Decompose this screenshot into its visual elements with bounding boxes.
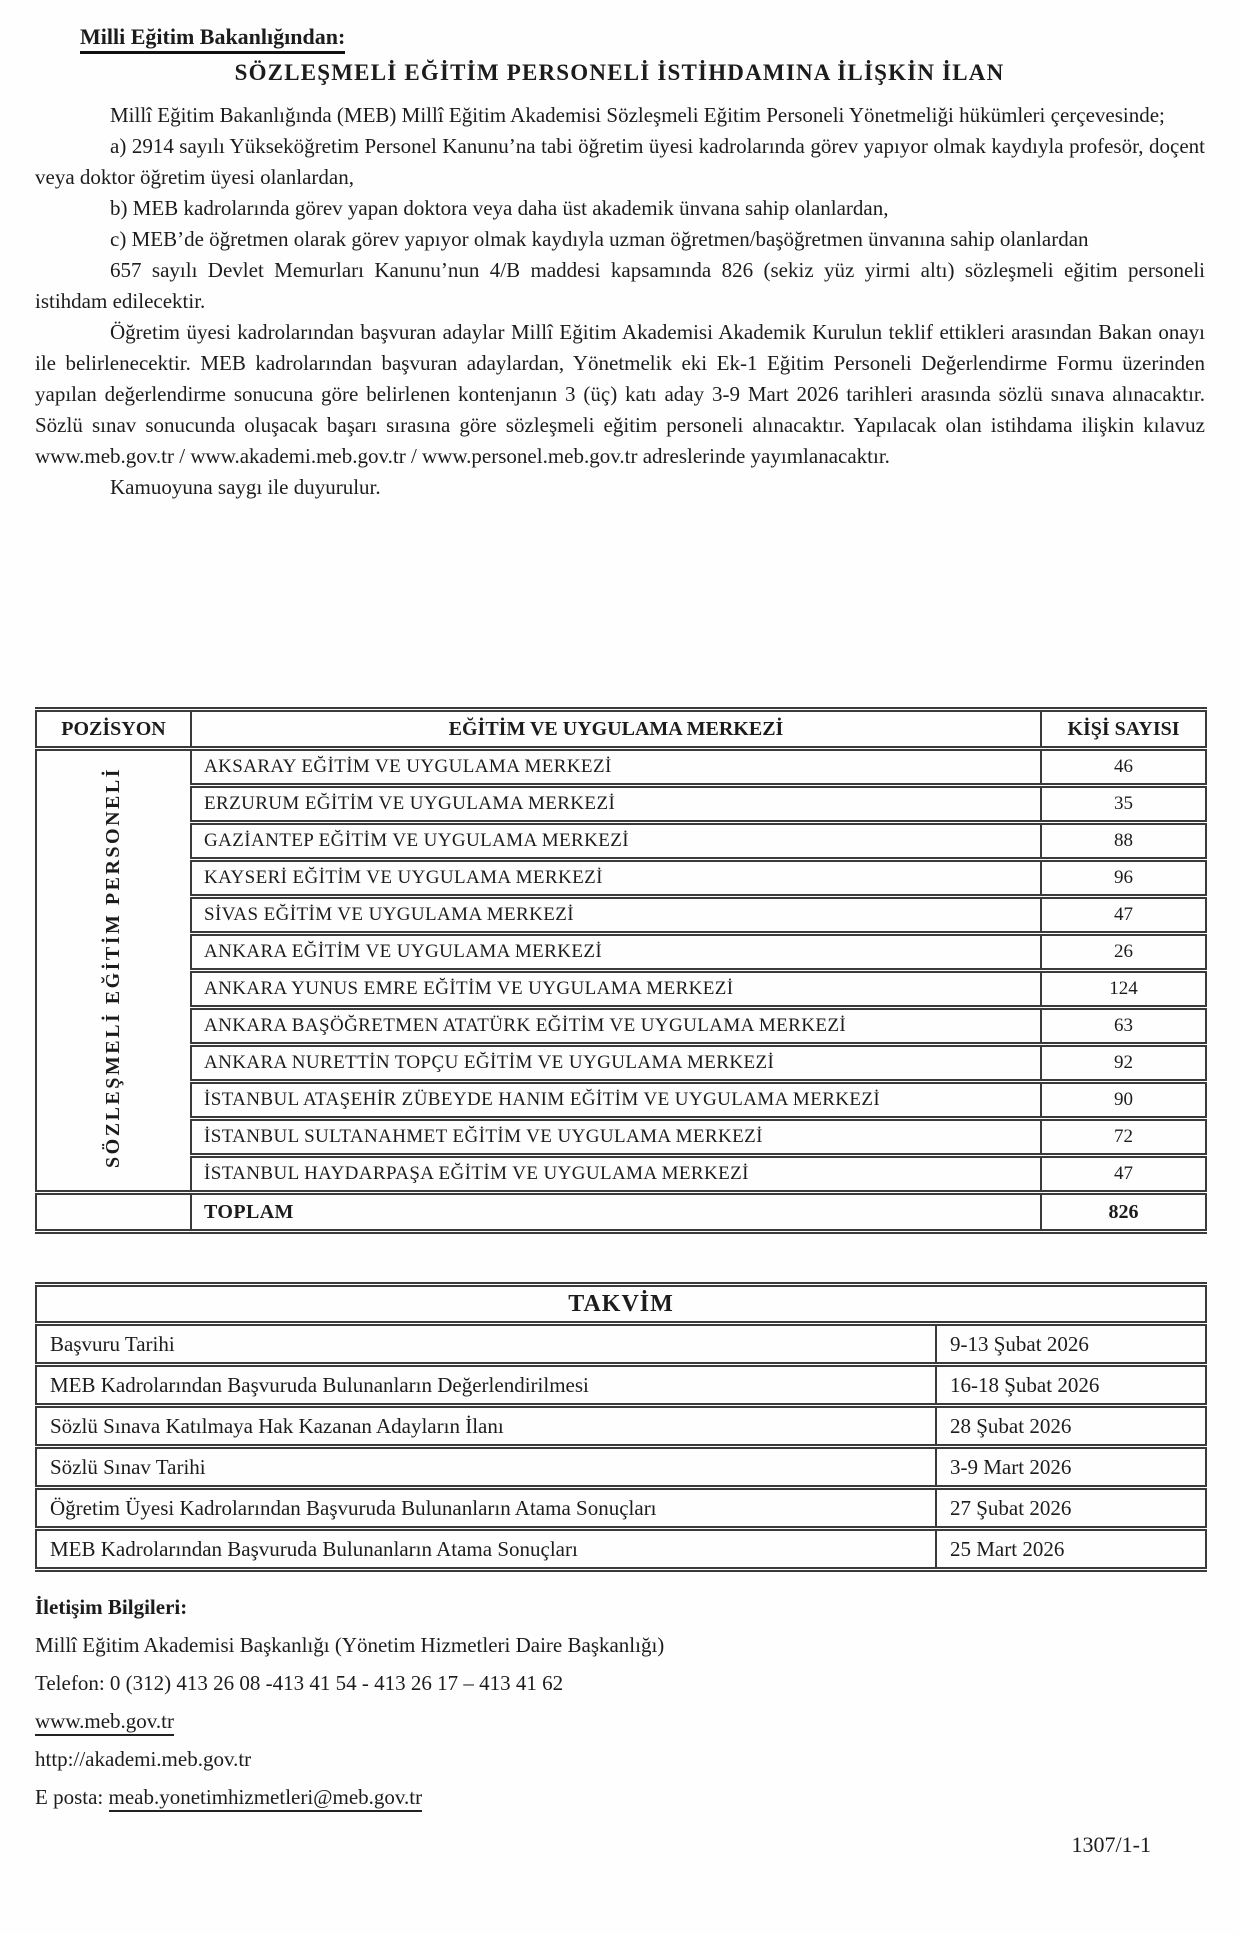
- count-value: 46: [1041, 749, 1206, 786]
- gazette-reference-number: 1307/1-1: [1071, 1832, 1151, 1857]
- calendar-row: [36, 1406, 1206, 1447]
- email-label: E posta:: [35, 1785, 109, 1809]
- contact-block: [35, 1588, 1205, 1816]
- center-name: İSTANBUL HAYDARPAŞA EĞİTİM VE UYGULAMA MERKEZİ: [191, 1156, 1041, 1193]
- count-value: 47: [1041, 897, 1206, 934]
- contact-organization: Millî Eğitim Akademisi Başkanlığı (Yönetim Hizmetleri Daire Başkanlığı): [35, 1633, 665, 1657]
- table-row: [36, 786, 1206, 823]
- table-row: [36, 1008, 1206, 1045]
- center-name: GAZİANTEP EĞİTİM VE UYGULAMA MERKEZİ: [191, 823, 1041, 860]
- count-value: 92: [1041, 1045, 1206, 1082]
- position-label-cell: [36, 749, 191, 1193]
- body-paragraph: Öğretim üyesi kadrolarından başvuran adaylar Millî Eğitim Akademisi Akademik Kurulun teklif ettikleri arasından Bakan onayı ile belirlenecektir. MEB kadrolarından başvuran adaylardan, Yönetmelik eki Ek-1 Eğitim Personeli Değerlendirme Formu üzerinden yapılan değerlendirme sonucuna göre belirlenen kontenjanın 3 (üç) katı aday 3-9 Mart 2026 tarihleri arasında sözlü sınava alınacaktır. Sözlü sınav sonucunda oluşacak başarı sırasına göre sözleşmeli eğitim personeli alınacaktır. Yapılacak olan istihdama ilişkin kılavuz www.meb.gov.tr / www.akademi.meb.gov.tr / www.personel.meb.gov.tr adreslerinde yayımlanacaktır.: [35, 320, 1205, 468]
- contact-heading: İletişim Bilgileri:: [35, 1595, 188, 1619]
- center-name: ANKARA BAŞÖĞRETMEN ATATÜRK EĞİTİM VE UYGULAMA MERKEZİ: [191, 1008, 1041, 1045]
- body-paragraph: Kamuoyuna saygı ile duyurulur.: [110, 475, 381, 499]
- column-header-center: EĞİTİM VE UYGULAMA MERKEZİ: [191, 710, 1041, 749]
- calendar-event-date: 28 Şubat 2026: [936, 1406, 1206, 1447]
- center-name: ANKARA EĞİTİM VE UYGULAMA MERKEZİ: [191, 934, 1041, 971]
- calendar-event-date: 25 Mart 2026: [936, 1529, 1206, 1570]
- position-vertical-label: SÖZLEŞMELİ EĞİTİM PERSONELİ: [102, 767, 124, 1168]
- table-row: [36, 1082, 1206, 1119]
- body-paragraph: a) 2914 sayılı Yükseköğretim Personel Kanunu’na tabi öğretim üyesi kadrolarında görev yapıyor olmak kaydıyla profesör, doçent veya doktor öğretim üyesi olanlardan,: [35, 134, 1205, 189]
- count-value: 72: [1041, 1119, 1206, 1156]
- center-name: SİVAS EĞİTİM VE UYGULAMA MERKEZİ: [191, 897, 1041, 934]
- positions-tbody: [36, 749, 1206, 1193]
- center-name: İSTANBUL ATAŞEHİR ZÜBEYDE HANIM EĞİTİM VE UYGULAMA MERKEZİ: [191, 1082, 1041, 1119]
- email-link[interactable]: meab.yonetimhizmetleri@meb.gov.tr: [109, 1785, 423, 1812]
- website-link-meb[interactable]: www.meb.gov.tr: [35, 1709, 174, 1736]
- calendar-event-label: Öğretim Üyesi Kadrolarından Başvuruda Bulunanların Atama Sonuçları: [36, 1488, 936, 1529]
- body-paragraph: b) MEB kadrolarında görev yapan doktora veya daha üst akademik ünvana sahip olanlardan,: [110, 196, 889, 220]
- positions-header-row: [36, 710, 1206, 749]
- count-value: 47: [1041, 1156, 1206, 1193]
- contact-phone: Telefon: 0 (312) 413 26 08 -413 41 54 - 413 26 17 – 413 41 62: [35, 1671, 564, 1695]
- center-name: İSTANBUL SULTANAHMET EĞİTİM VE UYGULAMA MERKEZİ: [191, 1119, 1041, 1156]
- column-header-count: KİŞİ SAYISI: [1041, 710, 1206, 749]
- count-value: 88: [1041, 823, 1206, 860]
- body-paragraphs: [35, 100, 1205, 503]
- page-title: SÖZLEŞMELİ EĞİTİM PERSONELİ İSTİHDAMINA İLİŞKİN İLAN: [234, 60, 1005, 85]
- calendar-table: [35, 1282, 1207, 1572]
- issuing-authority-text: Milli Eğitim Bakanlığından:: [80, 24, 345, 54]
- calendar-row: [36, 1488, 1206, 1529]
- calendar-event-date: 16-18 Şubat 2026: [936, 1365, 1206, 1406]
- table-row: [36, 971, 1206, 1008]
- count-value: 124: [1041, 971, 1206, 1008]
- center-name: AKSARAY EĞİTİM VE UYGULAMA MERKEZİ: [191, 749, 1041, 786]
- calendar-tbody: [36, 1324, 1206, 1570]
- calendar-header-row: [36, 1285, 1206, 1324]
- calendar-row: [36, 1447, 1206, 1488]
- total-row: [36, 1193, 1206, 1232]
- count-value: 35: [1041, 786, 1206, 823]
- calendar-title: TAKVİM: [36, 1285, 1206, 1324]
- calendar-event-label: Sözlü Sınav Tarihi: [36, 1447, 936, 1488]
- body-paragraph: c) MEB’de öğretmen olarak görev yapıyor olmak kaydıyla uzman öğretmen/başöğretmen ünvanına sahip olanlardan: [110, 227, 1089, 251]
- center-name: KAYSERİ EĞİTİM VE UYGULAMA MERKEZİ: [191, 860, 1041, 897]
- center-name: ERZURUM EĞİTİM VE UYGULAMA MERKEZİ: [191, 786, 1041, 823]
- count-value: 63: [1041, 1008, 1206, 1045]
- calendar-event-label: MEB Kadrolarından Başvuruda Bulunanların Atama Sonuçları: [36, 1529, 936, 1570]
- total-empty-cell: [36, 1193, 191, 1232]
- issuing-authority-line: [80, 24, 1239, 50]
- table-row: [36, 934, 1206, 971]
- table-row: [36, 749, 1206, 786]
- count-value: 96: [1041, 860, 1206, 897]
- body-paragraph: 657 sayılı Devlet Memurları Kanunu’nun 4/B maddesi kapsamında 826 (sekiz yüz yirmi altı) sözleşmeli eğitim personeli istihdam edilecektir.: [35, 258, 1205, 313]
- contact-email-row: [35, 1778, 1205, 1816]
- body-paragraph: Millî Eğitim Bakanlığında (MEB) Millî Eğitim Akademisi Sözleşmeli Eğitim Personeli Yönetmeliği hükümleri çerçevesinde;: [110, 103, 1165, 127]
- calendar-row: [36, 1529, 1206, 1570]
- count-value: 26: [1041, 934, 1206, 971]
- center-name: ANKARA NURETTİN TOPÇU EĞİTİM VE UYGULAMA MERKEZİ: [191, 1045, 1041, 1082]
- calendar-event-date: 27 Şubat 2026: [936, 1488, 1206, 1529]
- table-row: [36, 1156, 1206, 1193]
- calendar-event-label: MEB Kadrolarından Başvuruda Bulunanların Değerlendirilmesi: [36, 1365, 936, 1406]
- contact-website-row: [35, 1702, 1205, 1740]
- calendar-event-date: 3-9 Mart 2026: [936, 1447, 1206, 1488]
- total-count: 826: [1041, 1193, 1206, 1232]
- contact-website2-row: [35, 1740, 1205, 1778]
- calendar-event-date: 9-13 Şubat 2026: [936, 1324, 1206, 1365]
- table-row: [36, 1045, 1206, 1082]
- calendar-row: [36, 1324, 1206, 1365]
- table-row: [36, 897, 1206, 934]
- calendar-row: [36, 1365, 1206, 1406]
- calendar-event-label: Sözlü Sınava Katılmaya Hak Kazanan Adayların İlanı: [36, 1406, 936, 1447]
- website-link-akademi: http://akademi.meb.gov.tr: [35, 1747, 252, 1771]
- center-name: ANKARA YUNUS EMRE EĞİTİM VE UYGULAMA MERKEZİ: [191, 971, 1041, 1008]
- count-value: 90: [1041, 1082, 1206, 1119]
- table-row: [36, 1119, 1206, 1156]
- table-row: [36, 823, 1206, 860]
- calendar-event-label: Başvuru Tarihi: [36, 1324, 936, 1365]
- table-row: [36, 860, 1206, 897]
- positions-table: [35, 707, 1207, 1234]
- total-label: TOPLAM: [191, 1193, 1041, 1232]
- column-header-position: POZİSYON: [36, 710, 191, 749]
